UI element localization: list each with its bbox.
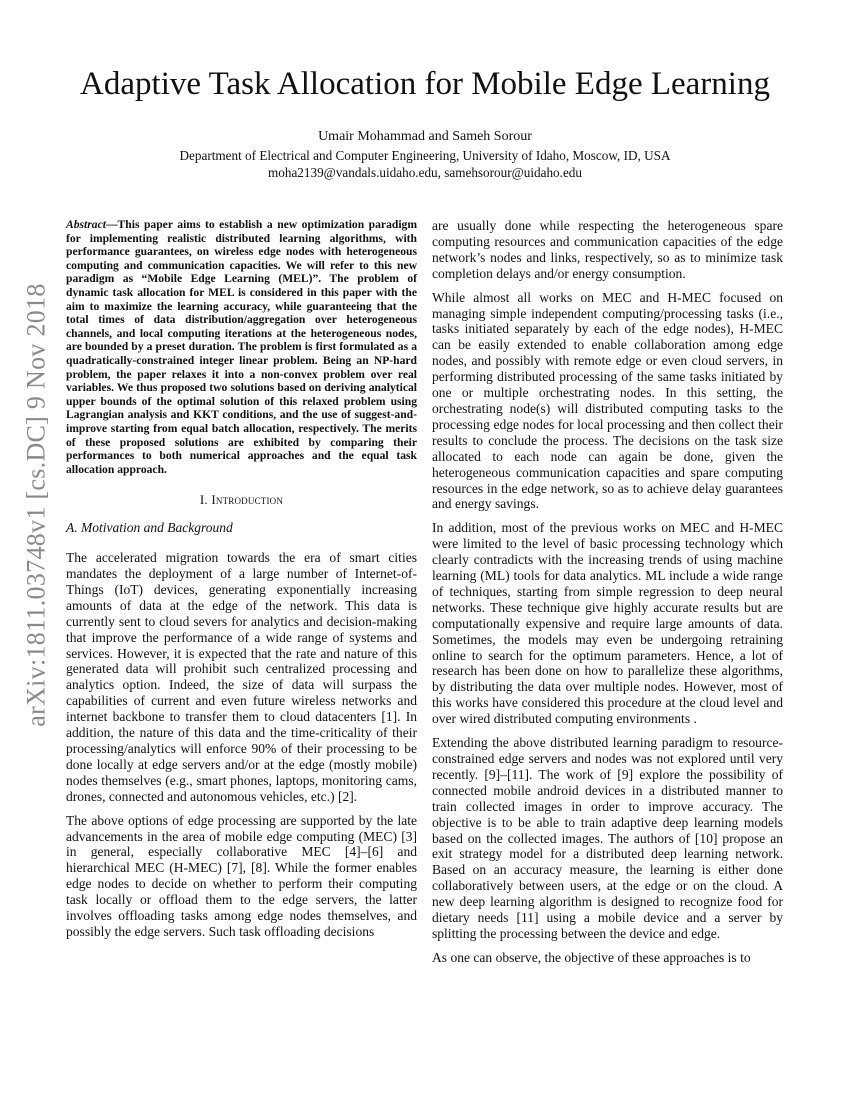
paper-emails: moha2139@vandals.uidaho.edu, samehsorour@uidaho.edu	[268, 165, 582, 180]
abstract	[66, 218, 417, 476]
section-heading	[66, 492, 417, 508]
body-paragraph: are usually done while respecting the heterogeneous spare computing resources and communication capacities of the edge network’s nodes and links, respectively, so as to minimize task completion delays and/or energy consumption.	[432, 218, 783, 281]
arxiv-stamp-text: arXiv:1811.03748v1 [cs.DC] 9 Nov 2018	[22, 283, 51, 727]
section-title: Introduction	[211, 492, 284, 508]
subsection-heading: A. Motivation and Background	[66, 520, 233, 536]
body-paragraph: The above options of edge processing are supported by the late advancements in the area of mobile edge computing (MEC) [3] in general, especially collaborative MEC [4]–[6] and hierarchical MEC (H-MEC) [7], [8]. While the former enables edge nodes to decide on whether to perform their computing task locally or offload them to the edge servers, the latter involves offloading tasks among edge nodes themselves, and possibly the edge servers. Such task offloading decisions	[66, 812, 417, 939]
paper-authors: Umair Mohammad and Sameh Sorour	[318, 129, 532, 144]
paper-affiliation: Department of Electrical and Computer Engineering, University of Idaho, Moscow, ID, USA	[179, 148, 671, 163]
body-paragraph: In addition, most of the previous works on MEC and H-MEC were limited to the level of basic processing technology which clearly contradicts with the increasing trends of using machine learning (ML) tools for data analytics. ML include a wide range of techniques, starting from simple regression to deep neural networks. These technique give highly accurate results but are computationally expensive and require large amounts of data. Sometimes, the models may even be undergoing retraining online to search for the optimum parameters. Hence, a lot of research has been done on how to parallelize these algorithms, by distributing the data over multiple nodes. However, most of this works have considered this procedure at the cloud level and over wired distributed computing environments .	[432, 520, 783, 727]
right-column	[432, 218, 783, 974]
body-paragraph: Extending the above distributed learning paradigm to resource-constrained edge servers and nodes was not explored until very recently. [9]–[11]. The work of [9] explore the possibility of connected mobile android devices in a distributed manner to train collected images in order to improve accuracy. The objective is to be able to train adaptive deep learning models based on the collected images. The authors of [10] propose an exit strategy model for a distributed deep learning network. Based on an accuracy measure, the learning is either done collaboratively between users, at the edge or on the cloud. A new deep learning algorithm is designed to recognize food for dietary needs [11] using a mobile device and a server by splitting the processing between the device and edge.	[432, 735, 783, 941]
body-paragraph: As one can observe, the objective of these approaches is to	[432, 949, 751, 965]
body-paragraph: The accelerated migration towards the era of smart cities mandates the deployment of a large number of Internet-of-Things (IoT) devices, generating exponentially increasing amounts of data at the edge of the network. This data is currently sent to cloud severs for analytics and decision-making that improve the performance of a wide range of systems and services. However, it is expected that the rate and nature of this generated data will prohibit such centralized processing and analytics option. Indeed, the size of data will surpass the capabilities of current and even future wireless networks and internet backbone to transfer them to cloud datacenters [1]. In addition, the nature of this data and the time-criticality of their processing/analytics will enforce 90% of their processing to be done locally at edge servers and/or at the edge (mostly mobile) nodes themselves (e.g., smart phones, laptops, monitoring cams, drones, connected and autonomous vehicles, etc.) [2].	[66, 550, 417, 804]
section-number: I.	[199, 492, 208, 508]
arxiv-identifier-stamp	[14, 265, 60, 745]
body-paragraph: While almost all works on MEC and H-MEC focused on managing simple independent computing/processing tasks (i.e., tasks initiated separately by each of the edge nodes), H-MEC can be easily extended to enable collaboration among edge nodes, and possibly with remote edge or even cloud servers, in performing distributed processing of the same tasks initiated by one or multiple orchestrating nodes. In this setting, the orchestrating node(s) will distributed computing tasks to the processing edge nodes for local processing and then collect their results to conclude the process. The decisions on the task size allocated to each node can again be done, given the heterogeneous communication capacities and spare computing resources in the edge network, so as to achieve delay guarantees and energy savings.	[432, 289, 783, 512]
left-column	[66, 218, 417, 948]
abstract-label: Abstract	[66, 218, 106, 231]
abstract-text: —This paper aims to establish a new optimization paradigm for implementing realistic distributed learning algorithms, with performance guarantees, on wireless edge nodes with heterogeneous computing and communication capacities. We will refer to this new paradigm as “Mobile Edge Learning (MEL)”. The problem of dynamic task allocation for MEL is considered in this paper with the aim to maximize the learning accuracy, while guaranteeing that the total times of data distribution/aggregation over heterogeneous channels, and local computing iterations at the heterogeneous nodes, are bounded by a preset duration. The problem is first formulated as a quadratically-constrained integer linear problem. Being an NP-hard problem, the paper relaxes it into a non-convex problem over real variables. We thus proposed two solutions based on deriving analytical upper bounds of the optimal solution of this relaxed problem using Lagrangian analysis and KKT conditions, and the use of suggest-and-improve starting from equal batch allocation, respectively. The merits of these proposed solutions are exhibited by comparing their performances to both numerical approaches and the equal task allocation approach.	[66, 218, 417, 476]
paper-title: Adaptive Task Allocation for Mobile Edge Learning	[80, 66, 770, 102]
